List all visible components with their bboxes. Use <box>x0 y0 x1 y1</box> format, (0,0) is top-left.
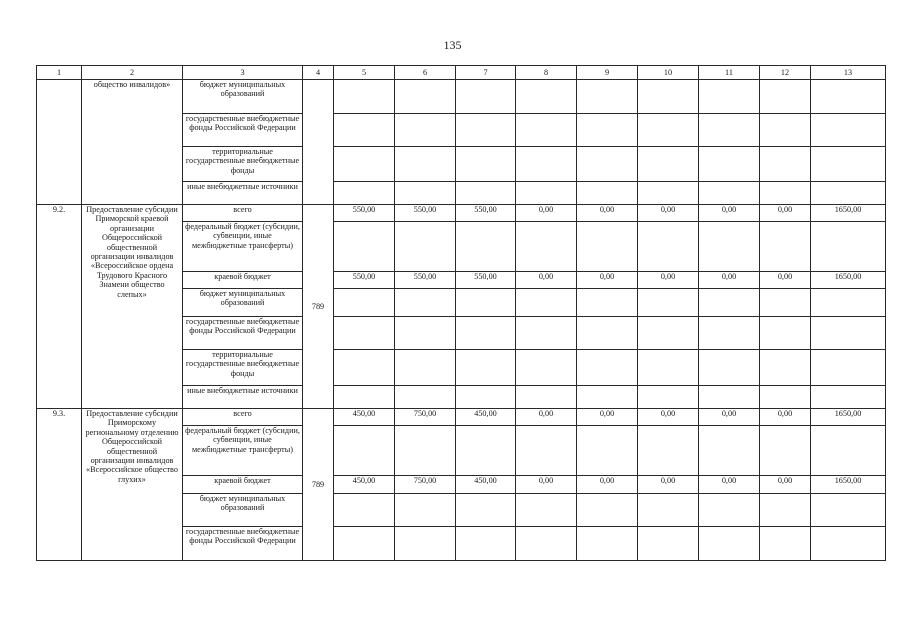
table-cell: 0,00 <box>699 272 760 289</box>
column-header: 11 <box>699 66 760 80</box>
column-header: 9 <box>577 66 638 80</box>
source-label: всего <box>183 205 303 222</box>
table-cell: 0,00 <box>577 272 638 289</box>
table-cell: 1650,00 <box>811 205 886 222</box>
column-header: 1 <box>37 66 82 80</box>
table-cell: 1650,00 <box>811 476 886 494</box>
table-cell: 750,00 <box>395 409 456 426</box>
table-cell: 750,00 <box>395 476 456 494</box>
source-label: краевой бюджет <box>183 272 303 289</box>
item-name: Предоставление субсидии Приморской краевой организации Общероссийской общественной организации инвалидов «Всероссийское ордена Трудового Красного Знамени общество слепых» <box>82 205 183 409</box>
source-label: федеральный бюджет (субсидии, субвенции, иные межбюджетные трансферты) <box>183 426 303 476</box>
source-label: государственные внебюджетные фонды Российской Федерации <box>183 114 303 147</box>
source-label: территориальные государственные внебюджетные фонды <box>183 350 303 386</box>
table-cell: 0,00 <box>760 272 811 289</box>
table-cell: 550,00 <box>456 272 516 289</box>
table-cell: 550,00 <box>334 272 395 289</box>
table-cell: 0,00 <box>638 409 699 426</box>
column-header: 8 <box>516 66 577 80</box>
source-label: бюджет муниципальных образований <box>183 289 303 317</box>
table-cell: 0,00 <box>516 205 577 222</box>
column-header: 13 <box>811 66 886 80</box>
table-cell: 0,00 <box>699 476 760 494</box>
table-cell: 550,00 <box>456 205 516 222</box>
column-header: 2 <box>82 66 183 80</box>
table-cell: 450,00 <box>334 409 395 426</box>
source-label: территориальные государственные внебюджетные фонды <box>183 147 303 182</box>
table-cell: 0,00 <box>638 476 699 494</box>
column-header: 5 <box>334 66 395 80</box>
table-cell: 450,00 <box>334 476 395 494</box>
table-cell: 0,00 <box>638 272 699 289</box>
column-header: 3 <box>183 66 303 80</box>
table-cell: 0,00 <box>516 409 577 426</box>
item-code: 789 <box>303 205 334 409</box>
column-header: 10 <box>638 66 699 80</box>
header-row <box>37 66 886 80</box>
table-cell: 0,00 <box>699 205 760 222</box>
table-cell: 0,00 <box>760 205 811 222</box>
source-label: бюджет муниципальных образований <box>183 80 303 114</box>
table-cell: 0,00 <box>760 409 811 426</box>
source-label: иные внебюджетные источники <box>183 182 303 205</box>
table-cell: 1650,00 <box>811 272 886 289</box>
item-name: общество инвалидов» <box>82 80 183 205</box>
item-number: 9.3. <box>37 409 82 561</box>
table-cell: 550,00 <box>395 205 456 222</box>
column-header: 7 <box>456 66 516 80</box>
source-label: государственные внебюджетные фонды Российской Федерации <box>183 317 303 350</box>
column-header: 12 <box>760 66 811 80</box>
item-code: 789 <box>303 409 334 561</box>
item-name: Предоставление субсидии Приморскому региональному отделению Общероссийской общественной организации инвалидов «Всероссийское общество глухих» <box>82 409 183 561</box>
table-row <box>37 205 886 222</box>
table-cell: 450,00 <box>456 476 516 494</box>
source-label: всего <box>183 409 303 426</box>
table-cell: 0,00 <box>516 476 577 494</box>
page-number: 135 <box>443 38 462 52</box>
table-cell: 0,00 <box>760 476 811 494</box>
table-cell: 1650,00 <box>811 409 886 426</box>
table-cell: 0,00 <box>577 205 638 222</box>
table-cell: 0,00 <box>577 476 638 494</box>
source-label: иные внебюджетные источники <box>183 386 303 409</box>
table-cell: 550,00 <box>395 272 456 289</box>
budget-table <box>36 65 886 561</box>
table-row <box>37 80 886 114</box>
table-cell: 550,00 <box>334 205 395 222</box>
source-label: государственные внебюджетные фонды Российской Федерации <box>183 527 303 561</box>
table-row <box>37 409 886 426</box>
source-label: федеральный бюджет (субсидии, субвенции, иные межбюджетные трансферты) <box>183 222 303 272</box>
item-number: 9.2. <box>37 205 82 409</box>
column-header: 6 <box>395 66 456 80</box>
table-cell: 0,00 <box>577 409 638 426</box>
column-header: 4 <box>303 66 334 80</box>
table-cell: 450,00 <box>456 409 516 426</box>
source-label: бюджет муниципальных образований <box>183 494 303 527</box>
table-cell: 0,00 <box>699 409 760 426</box>
source-label: краевой бюджет <box>183 476 303 494</box>
table-cell: 0,00 <box>638 205 699 222</box>
table-cell: 0,00 <box>516 272 577 289</box>
